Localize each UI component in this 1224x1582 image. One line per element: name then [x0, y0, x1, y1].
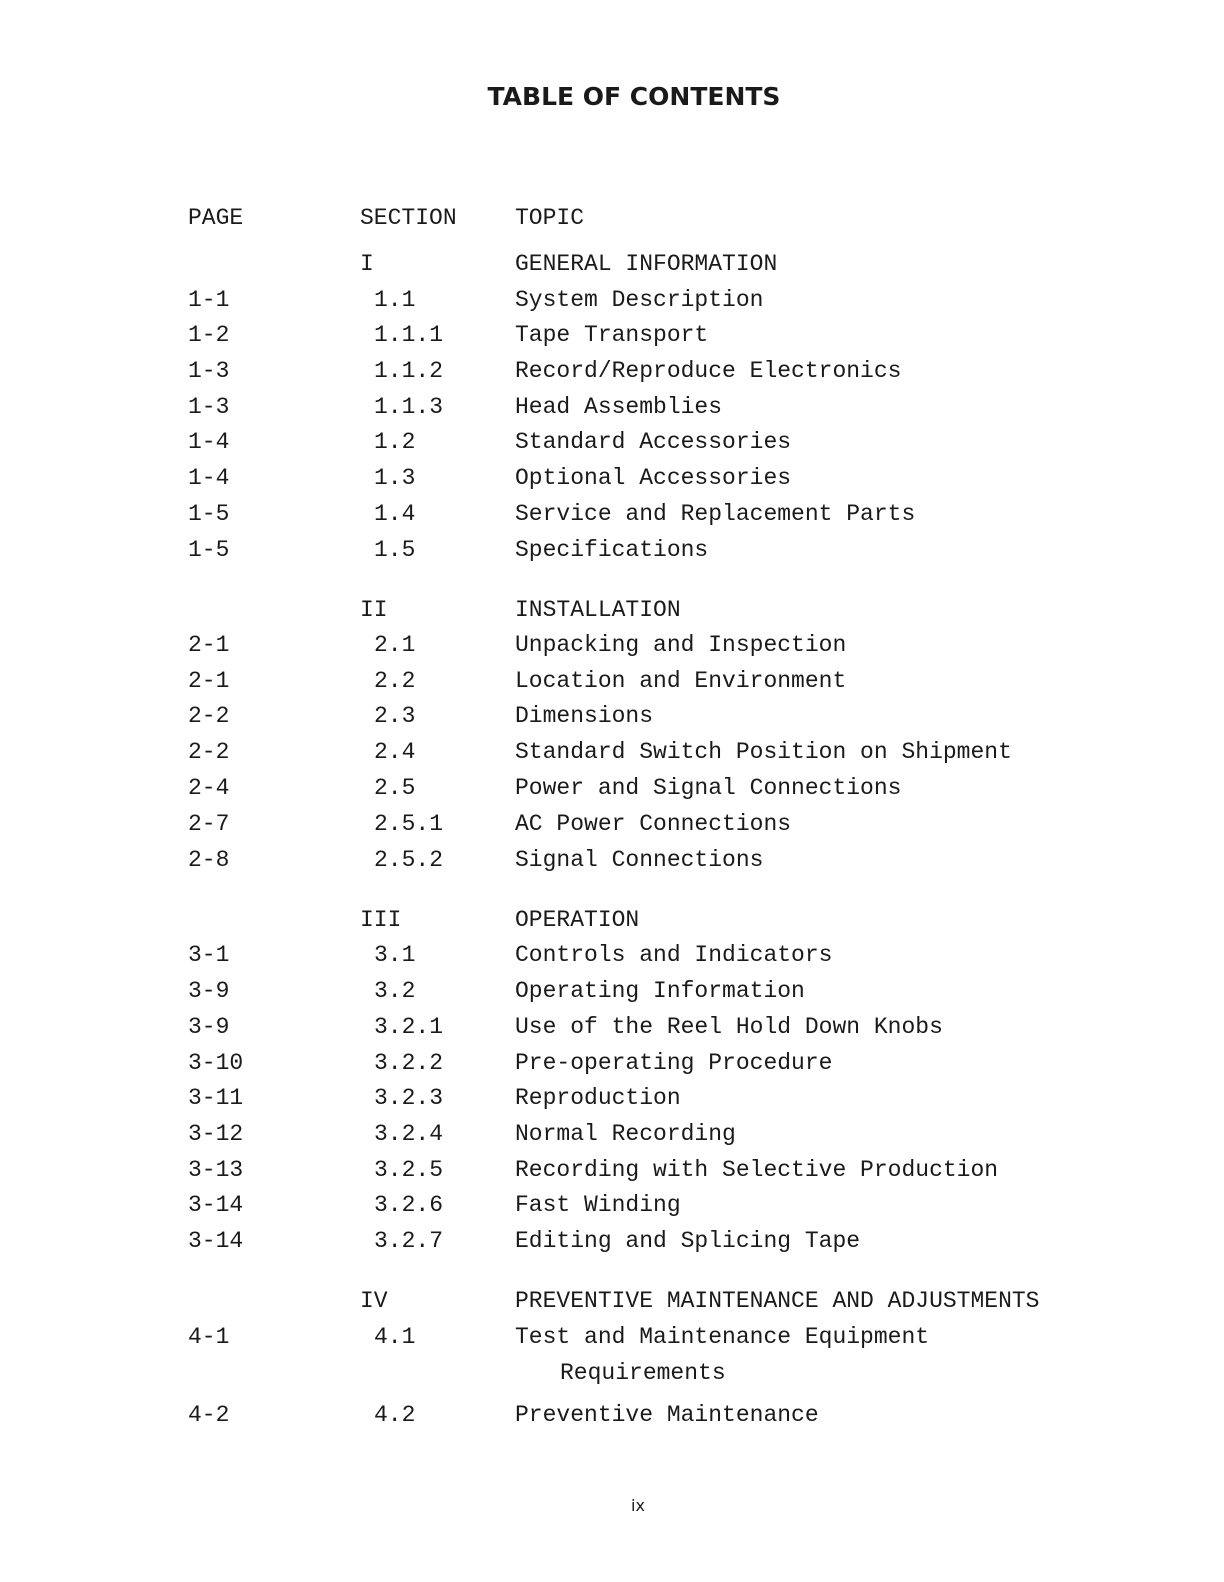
entry-section-number: 2.5.1	[374, 811, 444, 837]
entry-section-number: 1.2	[374, 429, 416, 455]
entry-page: 2-1	[188, 632, 230, 658]
entry-topic: Use of the Reel Hold Down Knobs	[515, 1014, 943, 1040]
entry-section-number: 3.2.5	[374, 1157, 444, 1183]
toc-entry	[0, 666, 1224, 696]
entry-topic: Fast Winding	[515, 1192, 681, 1218]
toc-entry	[0, 976, 1224, 1006]
toc-entry	[0, 1048, 1224, 1078]
toc-entry	[0, 285, 1224, 315]
toc-entry	[0, 1400, 1224, 1430]
entry-page: 3-12	[188, 1121, 244, 1147]
entry-topic: Head Assemblies	[515, 394, 723, 420]
entry-section-number: 1.1.1	[374, 322, 444, 348]
entry-topic: Power and Signal Connections	[515, 775, 902, 801]
entry-page: 1-4	[188, 465, 230, 491]
toc-entry	[0, 392, 1224, 422]
toc-entry	[0, 535, 1224, 565]
section-number: I	[360, 251, 374, 277]
entry-section-number: 2.3	[374, 703, 416, 729]
entry-topic: Reproduction	[515, 1085, 681, 1111]
entry-page: 2-8	[188, 847, 230, 873]
toc-entry	[0, 809, 1224, 839]
toc-entry	[0, 940, 1224, 970]
entry-section-number: 1.1	[374, 287, 416, 313]
entry-topic: Operating Information	[515, 978, 805, 1004]
entry-topic: Normal Recording	[515, 1121, 736, 1147]
entry-page: 3-1	[188, 942, 230, 968]
section-column-header: SECTION	[360, 205, 457, 231]
entry-page: 3-10	[188, 1050, 244, 1076]
toc-entry	[0, 427, 1224, 457]
toc-section-heading	[0, 1286, 1224, 1316]
entry-page: 3-14	[188, 1192, 244, 1218]
toc-header-row	[0, 203, 1224, 233]
entry-topic: Pre-operating Procedure	[515, 1050, 833, 1076]
toc-section-heading	[0, 249, 1224, 279]
toc-entry	[0, 320, 1224, 350]
entry-topic: Controls and Indicators	[515, 942, 833, 968]
entry-section-number: 3.2.3	[374, 1085, 444, 1111]
entry-section-number: 1.1.3	[374, 394, 444, 420]
entry-section-number: 4.2	[374, 1402, 416, 1428]
entry-topic: Preventive Maintenance	[515, 1402, 819, 1428]
entry-page: 3-11	[188, 1085, 244, 1111]
toc-entry-continuation	[0, 1358, 1224, 1388]
entry-topic: Unpacking and Inspection	[515, 632, 847, 658]
entry-section-number: 2.4	[374, 739, 416, 765]
toc-entry	[0, 1322, 1224, 1352]
entry-section-number: 3.2.1	[374, 1014, 444, 1040]
entry-page: 2-7	[188, 811, 230, 837]
toc-entry	[0, 845, 1224, 875]
entry-page: 3-9	[188, 1014, 230, 1040]
toc-entry	[0, 463, 1224, 493]
toc-entry	[0, 1190, 1224, 1220]
entry-page: 1-4	[188, 429, 230, 455]
section-number: IV	[360, 1288, 388, 1314]
page-title: TABLE OF CONTENTS	[487, 82, 781, 111]
entry-section-number: 2.5.2	[374, 847, 444, 873]
entry-topic: Optional Accessories	[515, 465, 792, 491]
entry-page: 4-2	[188, 1402, 230, 1428]
entry-page: 2-4	[188, 775, 230, 801]
toc-entry	[0, 1119, 1224, 1149]
page-column-header: PAGE	[188, 205, 244, 231]
toc-entry	[0, 630, 1224, 660]
topic-column-header: TOPIC	[515, 205, 585, 231]
entry-topic: Editing and Splicing Tape	[515, 1228, 861, 1254]
toc-section-heading	[0, 595, 1224, 625]
entry-topic: Test and Maintenance Equipment	[515, 1324, 930, 1350]
entry-topic: Recording with Selective Production	[515, 1157, 999, 1183]
entry-section-number: 1.4	[374, 501, 416, 527]
entry-section-number: 3.2.6	[374, 1192, 444, 1218]
section-title: GENERAL INFORMATION	[515, 251, 778, 277]
entry-section-number: 4.1	[374, 1324, 416, 1350]
entry-section-number: 2.1	[374, 632, 416, 658]
entry-page: 1-3	[188, 394, 230, 420]
entry-page: 4-1	[188, 1324, 230, 1350]
toc-entry	[0, 499, 1224, 529]
toc-entry	[0, 1226, 1224, 1256]
section-title: PREVENTIVE MAINTENANCE AND ADJUSTMENTS	[515, 1288, 1040, 1314]
entry-section-number: 1.3	[374, 465, 416, 491]
toc-entry	[0, 701, 1224, 731]
entry-page: 2-2	[188, 739, 230, 765]
entry-topic: Service and Replacement Parts	[515, 501, 916, 527]
entry-topic: Dimensions	[515, 703, 654, 729]
toc-entry	[0, 1012, 1224, 1042]
entry-topic: Tape Transport	[515, 322, 709, 348]
entry-topic-continuation: Requirements	[560, 1360, 726, 1386]
toc-entry	[0, 1155, 1224, 1185]
entry-page: 1-2	[188, 322, 230, 348]
entry-page: 1-3	[188, 358, 230, 384]
entry-page: 2-2	[188, 703, 230, 729]
entry-topic: System Description	[515, 287, 764, 313]
entry-section-number: 2.5	[374, 775, 416, 801]
entry-page: 1-5	[188, 537, 230, 563]
toc-entry	[0, 773, 1224, 803]
entry-section-number: 3.2.4	[374, 1121, 444, 1147]
entry-topic: Record/Reproduce Electronics	[515, 358, 902, 384]
entry-topic: Standard Accessories	[515, 429, 792, 455]
entry-section-number: 1.5	[374, 537, 416, 563]
entry-section-number: 1.1.2	[374, 358, 444, 384]
entry-topic: Location and Environment	[515, 668, 847, 694]
section-number: II	[360, 597, 388, 623]
entry-page: 3-9	[188, 978, 230, 1004]
section-number: III	[360, 907, 402, 933]
entry-section-number: 3.2.7	[374, 1228, 444, 1254]
page-number: ix	[631, 1496, 645, 1515]
entry-section-number: 3.2	[374, 978, 416, 1004]
entry-section-number: 3.2.2	[374, 1050, 444, 1076]
entry-page: 2-1	[188, 668, 230, 694]
entry-topic: AC Power Connections	[515, 811, 792, 837]
entry-section-number: 2.2	[374, 668, 416, 694]
entry-topic: Specifications	[515, 537, 709, 563]
entry-page: 1-1	[188, 287, 230, 313]
entry-page: 3-13	[188, 1157, 244, 1183]
entry-section-number: 3.1	[374, 942, 416, 968]
entry-page: 1-5	[188, 501, 230, 527]
toc-entry	[0, 737, 1224, 767]
section-title: INSTALLATION	[515, 597, 681, 623]
toc-entry	[0, 1083, 1224, 1113]
section-title: OPERATION	[515, 907, 640, 933]
entry-topic: Signal Connections	[515, 847, 764, 873]
entry-page: 3-14	[188, 1228, 244, 1254]
toc-entry	[0, 356, 1224, 386]
toc-section-heading	[0, 905, 1224, 935]
entry-topic: Standard Switch Position on Shipment	[515, 739, 1012, 765]
